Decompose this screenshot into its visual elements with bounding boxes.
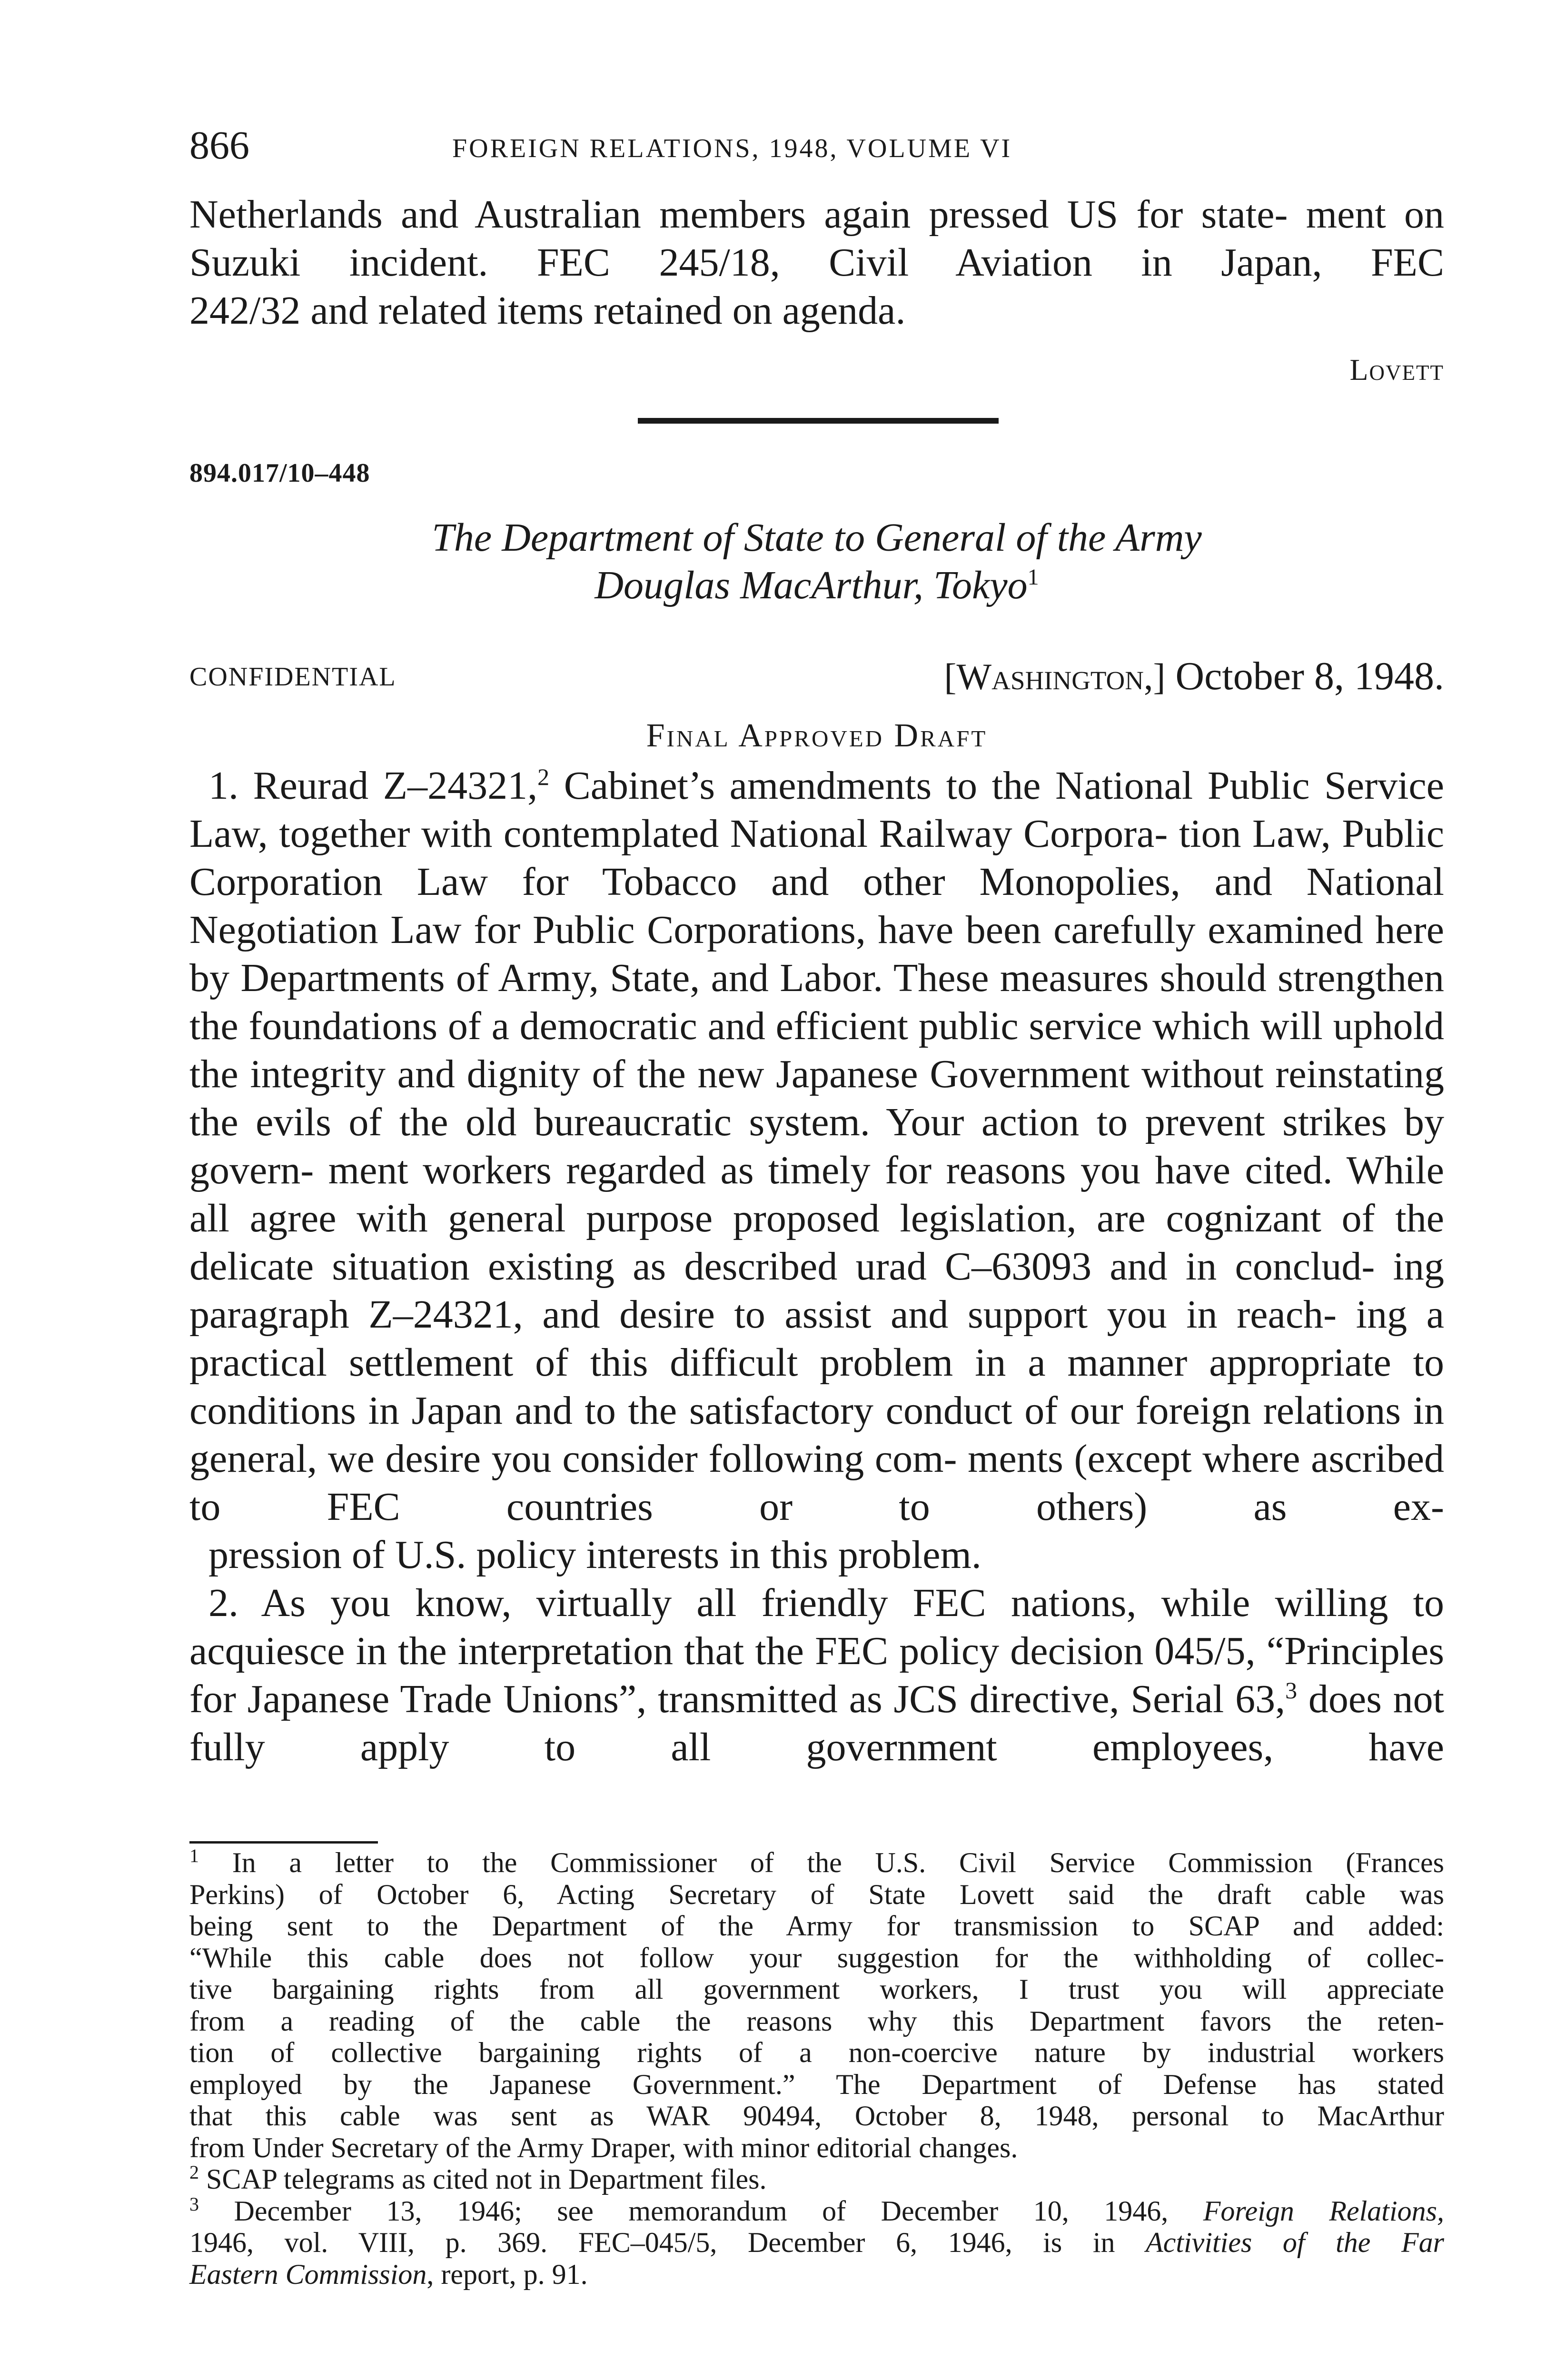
text-run: Serial 63,	[1130, 1677, 1286, 1721]
classification-label: CONFIDENTIAL	[189, 662, 396, 692]
footnote-3	[189, 2195, 1444, 2291]
section-divider	[638, 418, 999, 424]
text-line: ing a practical settlement of this difficult problem in a manner	[189, 1292, 1444, 1385]
footnote-text: , report, p. 91.	[426, 2258, 588, 2290]
footnote-2	[189, 2163, 1444, 2195]
text-line: 242/32 and related items retained on agenda.	[189, 288, 906, 333]
footnote-ref: 3	[1285, 1677, 1298, 1704]
text-line: our foreign relations in general, we desire you consider following com-	[189, 1388, 1445, 1481]
carryover-text	[189, 190, 1444, 335]
text-run: does not fully apply to all government employees, have	[189, 1677, 1445, 1769]
text-line: agree with general purpose proposed legislation, are cognizant of the	[249, 1196, 1445, 1240]
carryover-paragraph	[189, 190, 1444, 335]
footnote-line: tion of collective bargaining rights of a non-coercive nature by industrial workers	[189, 2037, 1444, 2068]
file-number: 894.017/10–448	[189, 458, 370, 488]
footnote-text: December 13, 1946; see memorandum of December 10, 1946,	[199, 2195, 1203, 2227]
dateline-place: [Washington,]	[944, 656, 1166, 697]
dateline	[944, 653, 1444, 699]
footnote-citation-title: Activities of the Far	[1146, 2227, 1444, 2258]
text-line: and National Negotiation Law for Public Corporations, have been	[189, 860, 1445, 952]
footnote-line	[189, 2227, 1444, 2259]
footnote-line: from a reading of the cable the reasons why this Department favors the reten-	[189, 2005, 1444, 2037]
footnote-line	[189, 1847, 1444, 1879]
title-line: The Department of State to General of the Army	[432, 516, 1202, 560]
footnote-citation-title: Eastern Commission	[189, 2258, 427, 2290]
text-line: appropriate to conditions in Japan and to the satisfactory conduct of	[189, 1340, 1445, 1433]
body-text	[189, 762, 1444, 1771]
footnote-text: SCAP telegrams as cited not in Department files.	[199, 2163, 767, 2195]
footnote-line: employed by the Japanese Government.” The Department of Defense has stated	[189, 2068, 1444, 2100]
text-line: Cabinet’s amendments to the National Public	[549, 764, 1310, 808]
paragraph-2	[189, 1579, 1444, 1771]
text-line: Service Law, together with contemplated National Railway Corpora-	[189, 764, 1444, 856]
footnote-line: Perkins) of October 6, Acting Secretary of State Lovett said the draft cable was	[189, 1878, 1444, 1910]
footnote-text: 1946, vol. VIII, p. 369. FEC–045/5, December 6, 1946, is in	[189, 2227, 1146, 2258]
footnote-ref: 1	[1027, 565, 1039, 590]
text-line: to acquiesce in the interpretation that the FEC policy decision 045/5,	[189, 1581, 1445, 1673]
paragraph-1	[189, 762, 1444, 1579]
footnote-line	[189, 2259, 1444, 2291]
footnotes	[189, 1847, 1444, 2290]
footnote-line	[189, 2195, 1444, 2227]
title-line-text: Douglas MacArthur, Tokyo	[595, 563, 1028, 607]
footnote-text: In a letter to the Commissioner of the U.S. Civil Service Commission (Frances	[199, 1847, 1444, 1878]
text-line: carefully examined here by Departments of Army, State, and Labor.	[189, 908, 1444, 1000]
text-line: delicate situation existing as described urad C–63093 and in conclud-	[189, 1244, 1375, 1289]
footnote-divider	[189, 1841, 378, 1844]
text-run: 1. Reurad Z–24321,	[208, 764, 538, 808]
footnote-line: from Under Secretary of the Army Draper, with minor editorial changes.	[189, 2132, 1018, 2163]
footnote-marker: 3	[189, 2193, 199, 2215]
text-line: ing paragraph Z–24321, and desire to assist and support you in reach-	[189, 1244, 1445, 1337]
text-line: Netherlands and Australian members again pressed US for state-	[189, 192, 1288, 237]
text-line: tion Law, Public Corporation Law for Tobacco and other Monopolies,	[189, 812, 1445, 904]
signature: Lovett	[1349, 353, 1444, 387]
footnote-ref: 2	[537, 764, 550, 790]
footnote-line: “While this cable does not follow your suggestion for the withholding of collec-	[189, 1942, 1444, 1973]
text-line: old bureaucratic system. Your action to prevent strikes by govern-	[189, 1100, 1444, 1192]
page-number: 866	[189, 123, 249, 168]
text-line: ment on Suzuki incident. FEC 245/18, Civil Aviation in Japan, FEC	[189, 192, 1445, 285]
text-line: 2. As you know, virtually all friendly FEC nations, while willing	[208, 1581, 1388, 1625]
footnote-line: that this cable was sent as WAR 90494, October 8, 1948, personal to MacArthur	[189, 2100, 1444, 2132]
dateline-date: October 8, 1948.	[1175, 654, 1444, 698]
footnote-marker: 2	[189, 2162, 199, 2183]
footnote-1	[189, 1847, 1444, 2163]
document-title	[189, 514, 1444, 609]
text-line: ment workers regarded as timely for reasons you have cited. While all	[189, 1148, 1445, 1240]
footnote-line: being sent to the Department of the Army for transmission to SCAP and added:	[189, 1910, 1444, 1942]
text-line: pression of U.S. policy interests in this problem.	[208, 1533, 981, 1577]
running-head: FOREIGN RELATIONS, 1948, VOLUME VI	[452, 134, 1012, 163]
footnote-citation-title: Foreign Relations,	[1203, 2195, 1444, 2227]
draft-label: Final Approved Draft	[646, 717, 988, 754]
footnote-line: tive bargaining rights from all government workers, I trust you will appreciate	[189, 1973, 1444, 2005]
text-line: “Principles for Japanese Trade Unions”, transmitted as JCS directive,	[189, 1629, 1445, 1721]
text-line: These measures should strengthen the foundations of a democratic	[189, 956, 1444, 1048]
title-line	[189, 562, 1444, 609]
text-line: and efficient public service which will uphold the integrity and dignity	[189, 1004, 1444, 1096]
text-line: of the new Japanese Government without reinstating the evils of the	[189, 1052, 1445, 1144]
text-line: ments (except where ascribed to FEC countries or to others) as ex-	[189, 1437, 1445, 1529]
footnote-marker: 1	[189, 1845, 199, 1866]
